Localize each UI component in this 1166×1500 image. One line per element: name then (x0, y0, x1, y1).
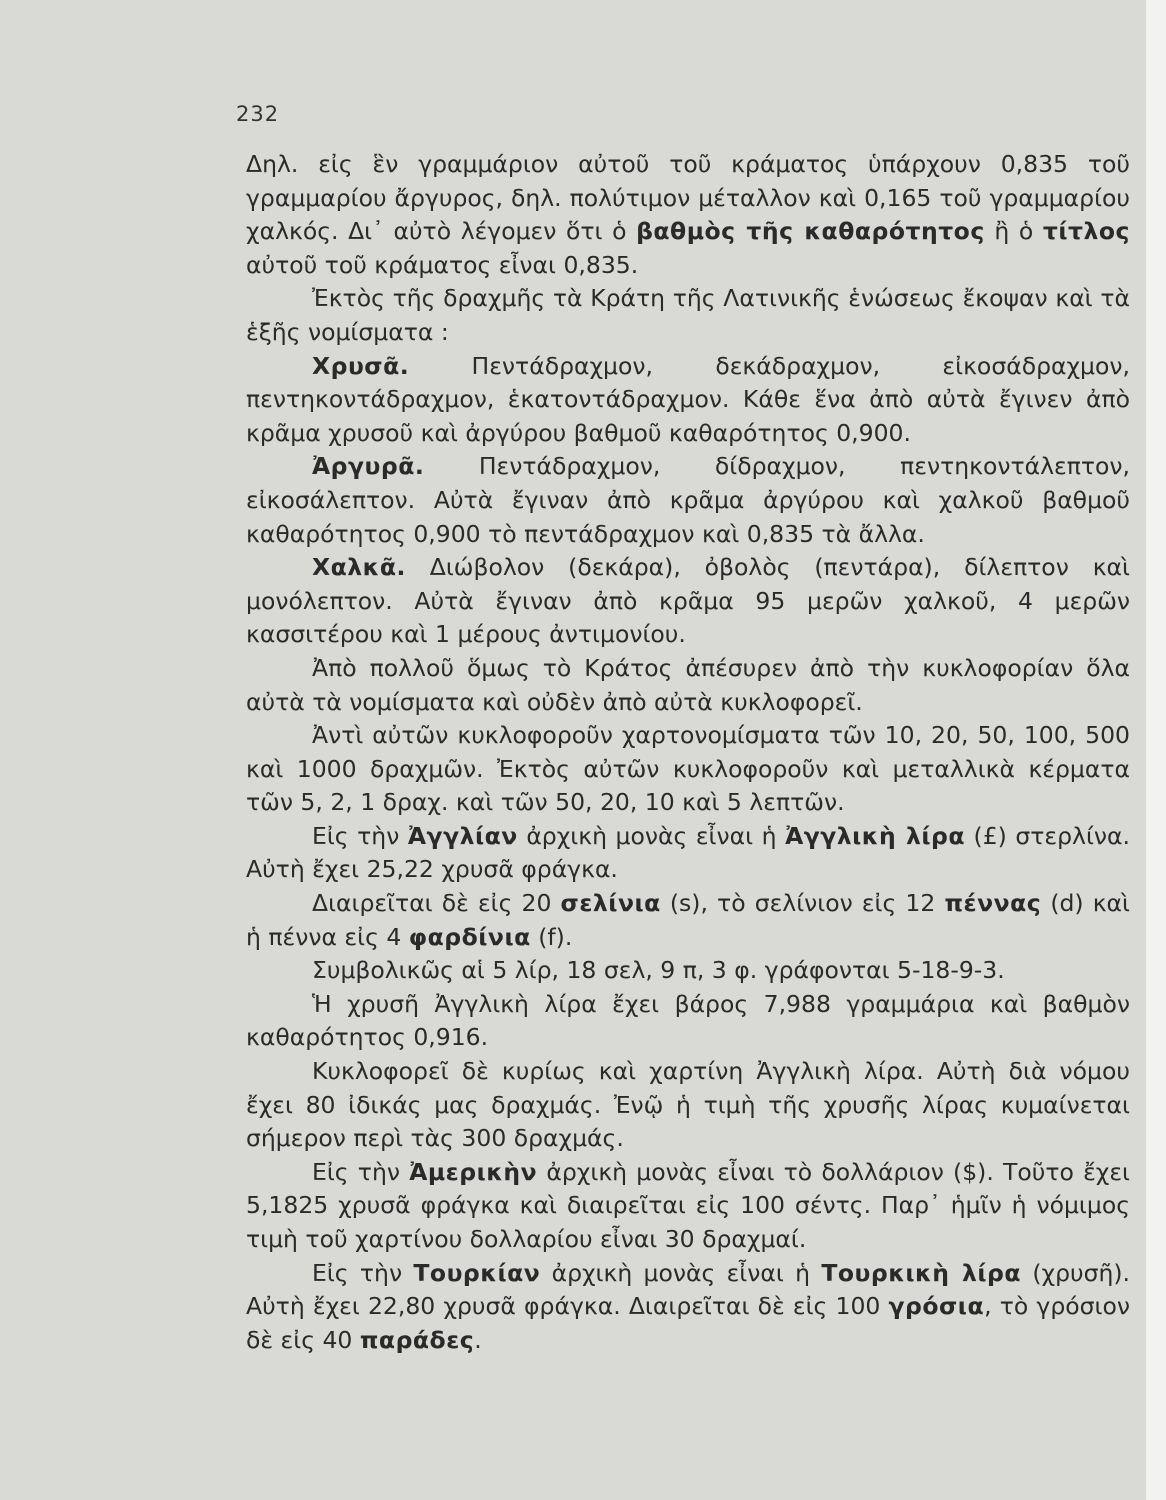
text-run: . (474, 1325, 482, 1354)
text-run: Διώβολον (δεκάρα), ὀβολὸς (πεντάρα), δίλεπτον καὶ μονόλεπτον. Αὐτὰ ἔγιναν ἀπὸ κρᾶμα 95 μερῶν χαλκοῦ, 4 μερῶν κασσιτέρου καὶ 1 μέρους ἀντιμονίου. (246, 553, 1130, 649)
paragraph (246, 1257, 1130, 1358)
paragraph (246, 954, 1130, 988)
bold-term: πέννας (944, 889, 1042, 918)
bold-term: Τουρκικὴ λίρα (821, 1258, 1022, 1287)
bold-term: Χρυσᾶ. (312, 351, 410, 380)
text-run: Πεντάδραχμον, δίδραχμον, πεντηκοντάλεπτον, εἰκοσάλεπτον. Αὐτὰ ἔγιναν ἀπὸ κρᾶμα ἀργύρου καὶ χαλκοῦ βαθμοῦ καθαρότητος 0,900 τὸ πεντάδραχμον καὶ 0,835 τὰ ἄλλα. (246, 452, 1130, 548)
text-run: Ἀπὸ πολλοῦ ὅμως τὸ Κράτος ἀπέσυρεν ἀπὸ τὴν κυκλοφορίαν ὅλα αὐτὰ τὰ νομίσματα καὶ οὐδὲν ἀπὸ αὐτὰ κυκλοφορεῖ. (246, 653, 1130, 716)
paragraph (246, 282, 1130, 349)
text-run: Εἰς τὴν (312, 1157, 410, 1186)
bold-term: Ἀμερικὴν (409, 1157, 538, 1186)
text-run: Δηλ. εἰς ἓν γραμμάριον αὐτοῦ τοῦ κράματος ὑπάρχουν 0,835 τοῦ γραμμαρίου ἄργυρος, δηλ. πολύτιμον μέταλλον καὶ 0,165 τοῦ γραμμαρίου χαλκός. Δι᾽ αὐτὸ λέγομεν ὅτι ὁ (246, 150, 1130, 246)
text-run: (£) στερλίνα. Αὐτὴ ἔχει 25,22 χρυσᾶ φράγκα. (246, 821, 1131, 884)
text-run: Ἀντὶ αὐτῶν κυκλοφοροῦν χαρτονομίσματα τῶν 10, 20, 50, 100, 500 καὶ 1000 δραχμῶν. Ἐκτὸς αὐτῶν κυκλοφοροῦν καὶ μεταλλικὰ κέρματα τῶν 5, 2, 1 δραχ. καὶ τῶν 50, 20, 10 καὶ 5 λεπτῶν. (246, 721, 1130, 817)
text-run: Κυκλοφορεῖ δὲ κυρίως καὶ χαρτίνη Ἀγγλικὴ λίρα. Αὐτὴ διὰ νόμου ἔχει 80 ἰδικάς μας δραχμάς. Ἐνῷ ἡ τιμὴ τῆς χρυσῆς λίρας κυμαίνεται σήμερον περὶ τὰς 300 δραχμάς. (246, 1057, 1130, 1153)
text-run: (f). (530, 922, 573, 951)
paragraph (246, 1055, 1130, 1156)
text-run: Εἰς τὴν (312, 1258, 414, 1287)
bold-term: τίτλος (1042, 217, 1130, 246)
bold-term: βαθμὸς τῆς καθαρότητος (636, 217, 985, 246)
text-run: ἢ ὁ (984, 217, 1043, 246)
bold-term: γρόσια (888, 1292, 985, 1321)
paragraph (246, 350, 1130, 451)
bold-term: Ἀγγλικὴ λίρα (785, 821, 965, 850)
text-run: (d) καὶ ἡ πέννα εἰς 4 (246, 889, 1130, 951)
text-run: Εἰς τὴν (312, 821, 408, 850)
paragraph (246, 988, 1130, 1055)
bold-term: Χαλκᾶ. (312, 553, 406, 582)
text-run: Ἐκτὸς τῆς δραχμῆς τὰ Κράτη τῆς Λατινικῆς ἑνώσεως ἔκοψαν καὶ τὰ ἑξῆς νομίσματα : (246, 284, 1130, 346)
paragraph (246, 450, 1130, 551)
paragraph (246, 887, 1130, 954)
text-run: Ἡ χρυσῆ Ἀγγλικὴ λίρα ἔχει βάρος 7,988 γραμμάρια καὶ βαθμὸν καθαρότητος 0,916. (246, 989, 1130, 1052)
bold-term: Ἀγγλίαν (407, 821, 518, 850)
text-run: , τὸ γρόσιον δὲ εἰς 40 (246, 1292, 1130, 1354)
paragraph (246, 719, 1130, 820)
text-run: Συμβολικῶς αἱ 5 λίρ, 18 σελ, 9 π, 3 φ. γράφονται 5-18-9-3. (312, 956, 1005, 985)
paragraph (246, 1156, 1130, 1257)
text-run: (s), τὸ σελίνιον εἰς 12 (660, 889, 945, 918)
bold-term: σελίνια (560, 889, 661, 918)
text-run: Διαιρεῖται δὲ εἰς 20 (312, 889, 561, 918)
paragraph (246, 551, 1130, 652)
body-text (246, 148, 1130, 1357)
paragraph (246, 148, 1130, 282)
text-run: ἀρχικὴ μονὰς εἶναι τὸ δολλάριον ($). Τοῦτο ἔχει 5,1825 χρυσᾶ φράγκα καὶ διαιρεῖται εἰς 100 σέντς. Παρ᾽ ἡμῖν ἡ νόμιμος τιμὴ τοῦ χαρτίνου δολλαρίου εἶναι 30 δραχμαί. (246, 1157, 1131, 1253)
text-run: (χρυσῆ). Αὐτὴ ἔχει 22,80 χρυσᾶ φράγκα. Διαιρεῖται δὲ εἰς 100 (246, 1258, 1131, 1321)
page-number: 232 (236, 102, 280, 126)
text-run: Πεντάδραχμον, δεκάδραχμον, εἰκοσάδραχμον, πεντηκοντάδραχμον, ἑκατοντάδραχμον. Κάθε ἕνα ἀπὸ αὐτὰ ἔγινεν ἀπὸ κρᾶμα χρυσοῦ καὶ ἀργύρου βαθμοῦ καθαρότητος 0,900. (246, 351, 1130, 447)
paragraph (246, 652, 1130, 719)
bold-term: φαρδίνια (408, 922, 531, 951)
text-run: ἀρχικὴ μονὰς εἶναι ἡ (517, 821, 786, 850)
text-run: ἀρχικὴ μονὰς εἶναι ἡ (540, 1258, 822, 1287)
text-run: αὐτοῦ τοῦ κράματος εἶναι 0,835. (246, 250, 639, 279)
page-edge (1146, 0, 1166, 1500)
bold-term: Τουρκίαν (413, 1258, 541, 1287)
bold-term: Ἀργυρᾶ. (312, 452, 425, 481)
paragraph (246, 820, 1130, 887)
bold-term: παράδες (359, 1325, 475, 1354)
